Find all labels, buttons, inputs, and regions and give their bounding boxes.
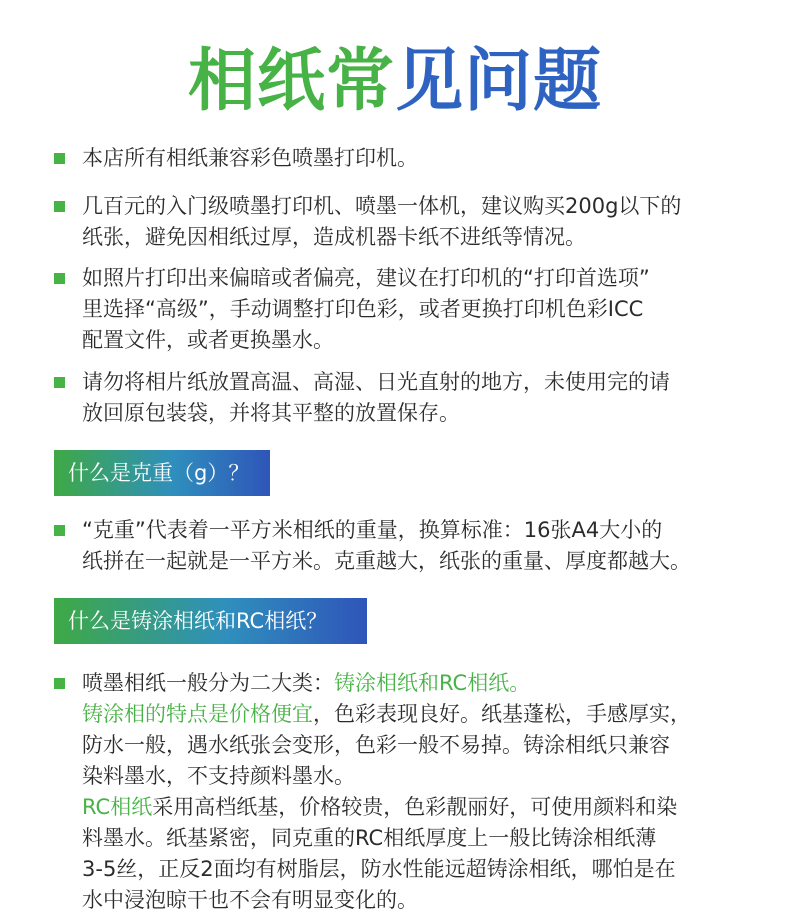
intro-item-3-line-2: 里选择“高级”，手动调整打印色彩，或者更换打印机色彩ICC <box>82 297 644 321</box>
grammage-item <box>82 515 782 577</box>
paper-types-line-4: 染料墨水，不支持颜料墨水。 <box>82 764 355 788</box>
grammage-line-2: 纸拼在一起就是一平方米。克重越大，纸张的重量、厚度都越大。 <box>82 549 691 573</box>
title-green-part: 相纸常 <box>187 42 395 121</box>
paper-types-line-7: 3-5丝，正反2面均有树脂层，防水性能远超铸涂相纸，哪怕是在 <box>82 857 676 881</box>
intro-item-3-line-3: 配置文件，或者更换墨水。 <box>82 328 334 352</box>
intro-item-1 <box>82 143 772 174</box>
bullet-icon <box>54 377 65 388</box>
paper-types-line-5-highlight: RC相纸 <box>82 795 153 819</box>
paper-types-line-2-plain: ，色彩表现良好。纸基蓬松，手感厚实， <box>313 702 691 726</box>
paper-types-line-5 <box>82 792 772 823</box>
intro-item-1-text: 本店所有相纸兼容彩色喷墨打印机。 <box>82 146 418 170</box>
bullet-icon <box>54 525 65 536</box>
paper-types-item <box>82 668 772 916</box>
title-blue-part: 见问题 <box>395 42 603 121</box>
paper-types-line-2 <box>82 699 772 730</box>
paper-types-line-5-plain: 采用高档纸基，价格较贵，色彩靓丽好，可使用颜料和染 <box>152 795 678 819</box>
intro-item-2-line-1: 几百元的入门级喷墨打印机、喷墨一体机，建议购买200g以下的 <box>82 194 682 218</box>
page-title <box>0 38 790 126</box>
paper-types-line-1-highlight: 铸涂相纸和RC相纸。 <box>334 671 531 695</box>
intro-item-4-line-1: 请勿将相片纸放置高温、高湿、日光直射的地方，未使用完的请 <box>82 370 670 394</box>
intro-item-4-line-2: 放回原包装袋，并将其平整的放置保存。 <box>82 401 460 425</box>
bullet-icon <box>54 678 65 689</box>
paper-types-line-2-highlight: 铸涂相的特点是价格便宜 <box>82 702 313 726</box>
bullet-icon <box>54 273 65 284</box>
bullet-icon <box>54 201 65 212</box>
paper-types-line-1 <box>82 668 772 699</box>
intro-item-4 <box>82 367 772 429</box>
paper-types-line-6: 料墨水。纸基紧密，同克重的RC相纸厚度上一般比铸涂相纸薄 <box>82 826 657 850</box>
intro-item-3 <box>82 263 772 356</box>
intro-item-3-line-1: 如照片打印出来偏暗或者偏亮，建议在打印机的“打印首选项” <box>82 266 650 290</box>
paper-types-line-3: 防水一般，遇水纸张会变形，色彩一般不易掉。铸涂相纸只兼容 <box>82 733 670 757</box>
paper-types-line-8: 水中浸泡晾干也不会有明显变化的。 <box>82 888 418 912</box>
bullet-icon <box>54 153 65 164</box>
intro-item-2 <box>82 191 772 253</box>
section-heading-paper-types: 什么是铸涂相纸和RC相纸？ <box>54 598 367 644</box>
intro-item-2-line-2: 纸张，避免因相纸过厚，造成机器卡纸不进纸等情况。 <box>82 225 586 249</box>
section-heading-grammage: 什么是克重（g）？ <box>54 450 270 496</box>
grammage-line-1: “克重”代表着一平方米相纸的重量，换算标准：16张A4大小的 <box>82 518 663 542</box>
paper-types-line-1-plain: 喷墨相纸一般分为二大类： <box>82 671 334 695</box>
